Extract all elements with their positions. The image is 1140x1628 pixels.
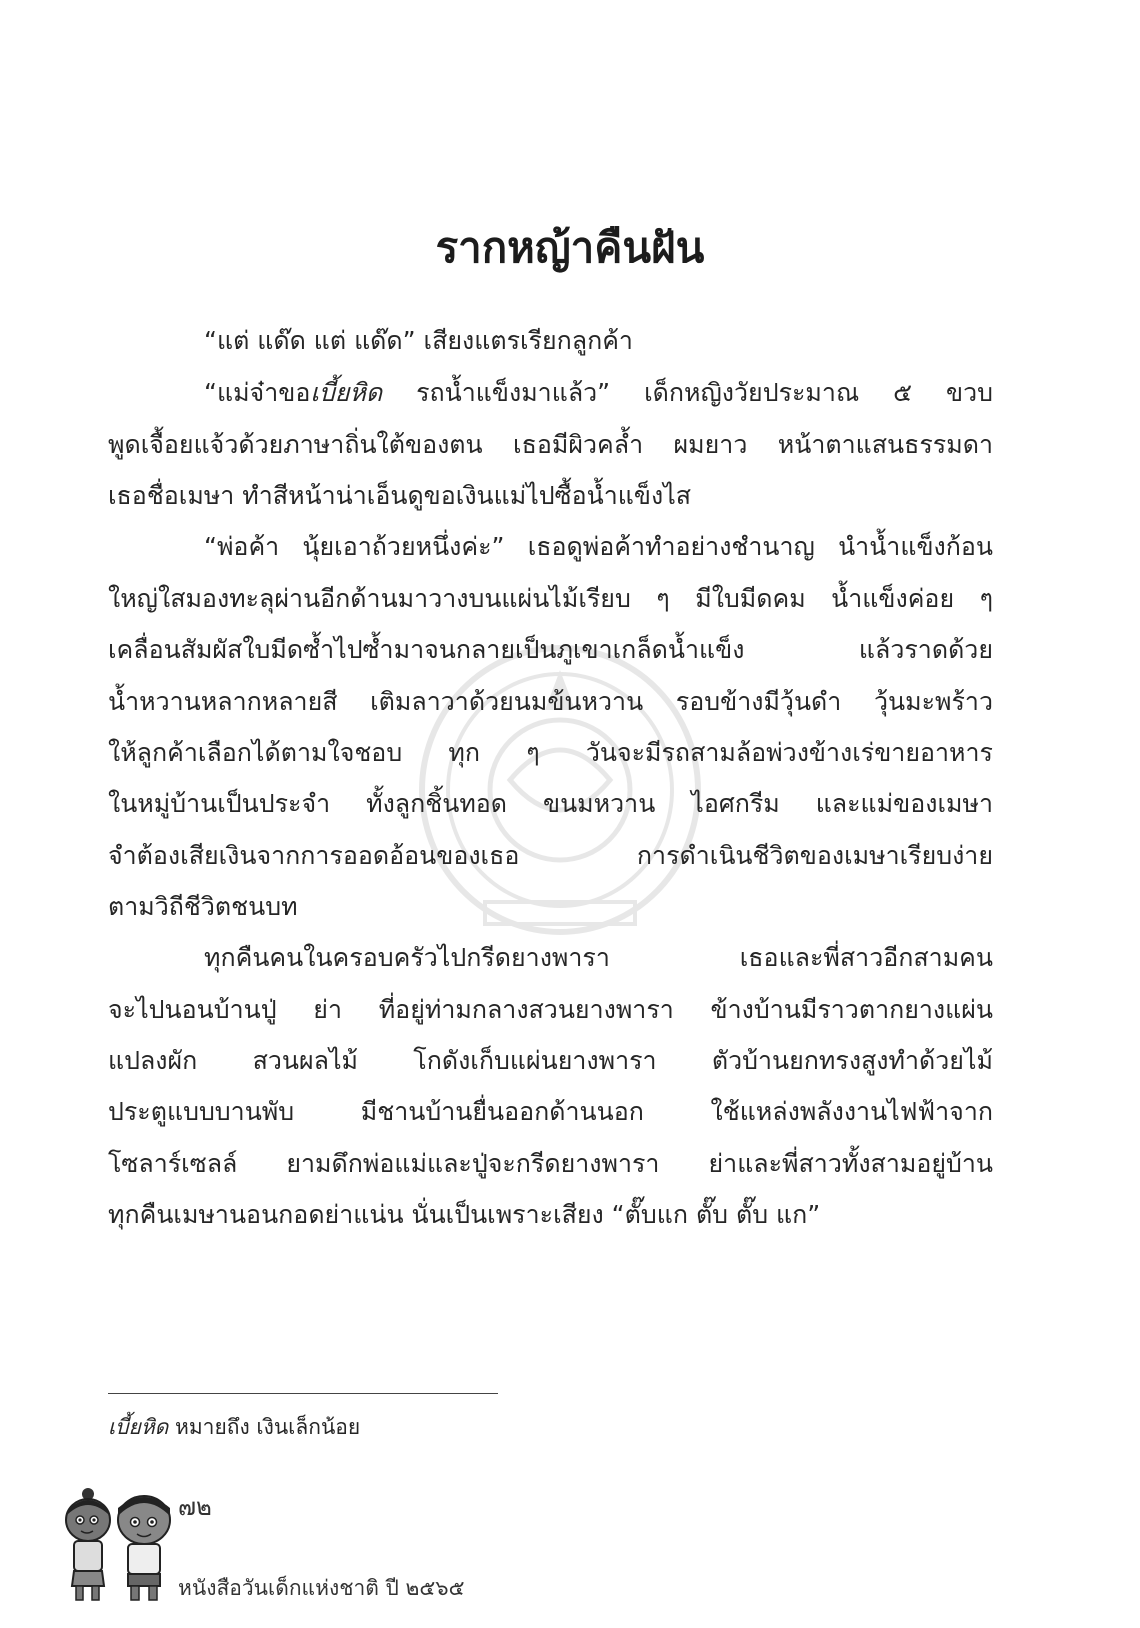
- paragraph-3-line-1: “พ่อค้า นุ้ยเอาถ้วยหนึ่งค่ะ” เธอดูพ่อค้าทำอย่างชำนาญ นำน้ำแข็งก้อน: [204, 532, 993, 561]
- paragraph-3-line-4: น้ำหวานหลากหลายสี เติมลาวาด้วยนมข้นหวาน รอบข้างมีวุ้นดำ วุ้นมะพร้าว: [108, 687, 993, 716]
- dialect-term: เบี้ยหิด: [310, 378, 383, 407]
- child-mascots-icon: [60, 1486, 178, 1606]
- book-title: หนังสือวันเด็กแห่งชาติ ปี ๒๕๖๕: [178, 1576, 465, 1600]
- paragraph-3-line-3: เคลื่อนสัมผัสใบมีดซ้ำไปซ้ำมาจนกลายเป็นภูเขาเกล็ดน้ำแข็ง แล้วราดด้วย: [108, 635, 993, 664]
- paragraph-3-line-7: จำต้องเสียเงินจากการออดอ้อนของเธอ การดำเนินชีวิตของเมษาเรียบง่าย: [108, 841, 993, 870]
- paragraph-3-line-8: ตามวิถีชีวิตชนบท: [108, 892, 298, 921]
- footnote-term: เบี้ยหิด: [108, 1415, 169, 1439]
- story-title: รากหญ้าคืนฝัน: [435, 223, 705, 272]
- paragraph-4-line-5: โซลาร์เซลล์ ยามดึกพ่อแม่และปู่จะกรีดยางพารา ย่าและพี่สาวทั้งสามอยู่บ้าน: [108, 1149, 993, 1178]
- paragraph-4-line-6: ทุกคืนเมษานอนกอดย่าแน่น นั่นเป็นเพราะเสียง “ตั๊บแก ตั๊บ ตั๊บ แก”: [108, 1200, 821, 1229]
- page-number: ๗๒: [178, 1493, 212, 1521]
- paragraph-2-line-1-start: “แม่จ๋าขอ: [204, 378, 311, 407]
- paragraph-1-line-1: “แต่ แด๊ด แต่ แด๊ด” เสียงแตรเรียกลูกค้า: [204, 326, 633, 355]
- footnote-divider: [108, 1393, 498, 1394]
- paragraph-2-line-3: เธอชื่อเมษา ทำสีหน้าน่าเอ็นดูขอเงินแม่ไปซื้อน้ำแข็งไส: [108, 481, 692, 510]
- footnote: [108, 1412, 360, 1442]
- paragraph-2-line-1: [204, 373, 993, 413]
- paragraph-4-line-1: ทุกคืนคนในครอบครัวไปกรีดยางพารา เธอและพี่สาวอีกสามคน: [204, 943, 993, 972]
- paragraph-4-line-2: จะไปนอนบ้านปู่ ย่า ที่อยู่ท่ามกลางสวนยางพารา ข้างบ้านมีราวตากยางแผ่น: [108, 995, 993, 1024]
- paragraph-3-line-6: ในหมู่บ้านเป็นประจำ ทั้งลูกชิ้นทอด ขนมหวาน ไอศกรีม และแม่ของเมษา: [108, 789, 993, 818]
- footnote-definition: หมายถึง เงินเล็กน้อย: [168, 1415, 361, 1439]
- paragraph-2-line-2: พูดเจื้อยแจ้วด้วยภาษาถิ่นใต้ของตน เธอมีผิวคล้ำ ผมยาว หน้าตาแสนธรรมดา: [108, 430, 993, 459]
- paragraph-3-line-2: ใหญ่ใสมองทะลุผ่านอีกด้านมาวางบนแผ่นไม้เรียบ ๆ มีใบมีดคม น้ำแข็งค่อย ๆ: [108, 584, 993, 613]
- paragraph-2-line-1-end: รถน้ำแข็งมาแล้ว” เด็กหญิงวัยประมาณ ๕ ขวบ: [382, 378, 993, 407]
- paragraph-3-line-5: ให้ลูกค้าเลือกได้ตามใจชอบ ทุก ๆ วันจะมีรถสามล้อพ่วงข้างเร่ขายอาหาร: [108, 738, 993, 767]
- paragraph-4-line-3: แปลงผัก สวนผลไม้ โกดังเก็บแผ่นยางพารา ตัวบ้านยกทรงสูงทำด้วยไม้: [108, 1046, 993, 1075]
- paragraph-4-line-4: ประตูแบบบานพับ มีชานบ้านยื่นออกด้านนอก ใช้แหล่งพลังงานไฟฟ้าจาก: [108, 1097, 993, 1126]
